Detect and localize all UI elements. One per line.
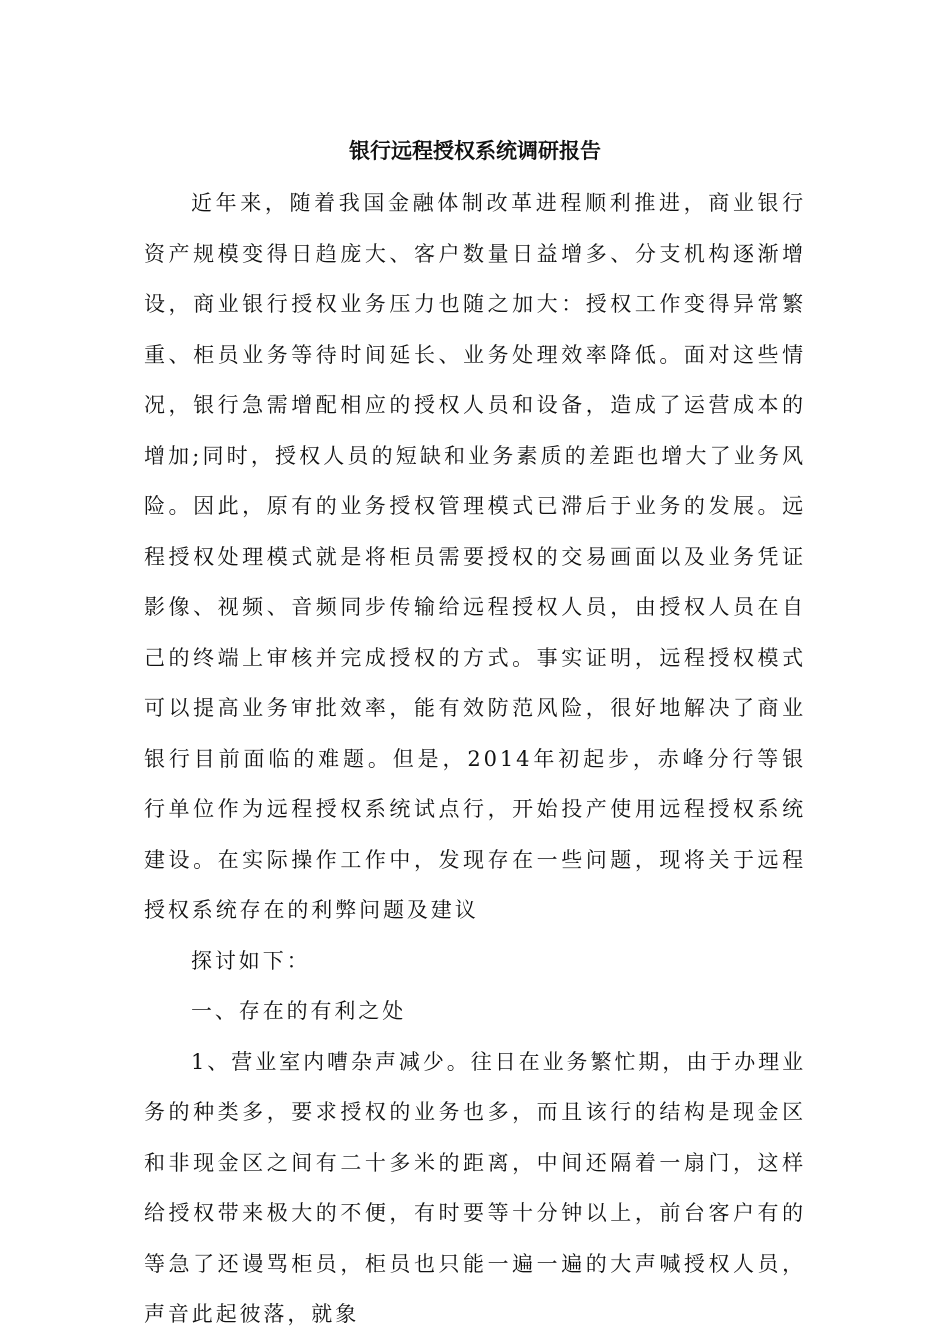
paragraph-intro: 近年来，随着我国金融体制改革进程顺利推进，商业银行资产规模变得日趋庞大、客户数量日益增多、分支机构逐渐增设，商业银行授权业务压力也随之加大：授权工作变得异常繁重、柜员业务等待时间延长、业务处理效率降低。面对这些情况，银行急需增配相应的授权人员和设备，造成了运营成本的增加;同时，授权人员的短缺和业务素质的差距也增大了业务风险。因此，原有的业务授权管理模式已滞后于业务的发展。远程授权处理模式就是将柜员需要授权的交易画面以及业务凭证影像、视频、音频同步传输给远程授权人员，由授权人员在自己的终端上审核并完成授权的方式。事实证明，远程授权模式可以提高业务审批效率，能有效防范风险，很好地解决了商业银行目前面临的难题。但是，2014年初起步，赤峰分行等银行单位作为远程授权系统试点行，开始投产使用远程授权系统建设。在实际操作工作中，发现存在一些问题，现将关于远程授权系统存在的利弊问题及建议 — [144, 191, 806, 922]
paragraph-point-1: 1、营业室内嘈杂声减少。往日在业务繁忙期，由于办理业务的种类多，要求授权的业务也多，而且该行的结构是现金区和非现金区之间有二十多米的距离，中间还隔着一扇门，这样给授权带来极大的不便，有时要等十分钟以上，前台客户有的等急了还谩骂柜员，柜员也只能一遍一遍的大声喊授权人员，声音此起彼落，就象 — [144, 1049, 806, 1326]
document-body — [144, 178, 806, 1340]
paragraph-discussion: 探讨如下： — [191, 948, 311, 973]
section-heading-advantages: 一、存在的有利之处 — [191, 999, 407, 1023]
document-title: 银行远程授权系统调研报告 — [349, 139, 601, 163]
